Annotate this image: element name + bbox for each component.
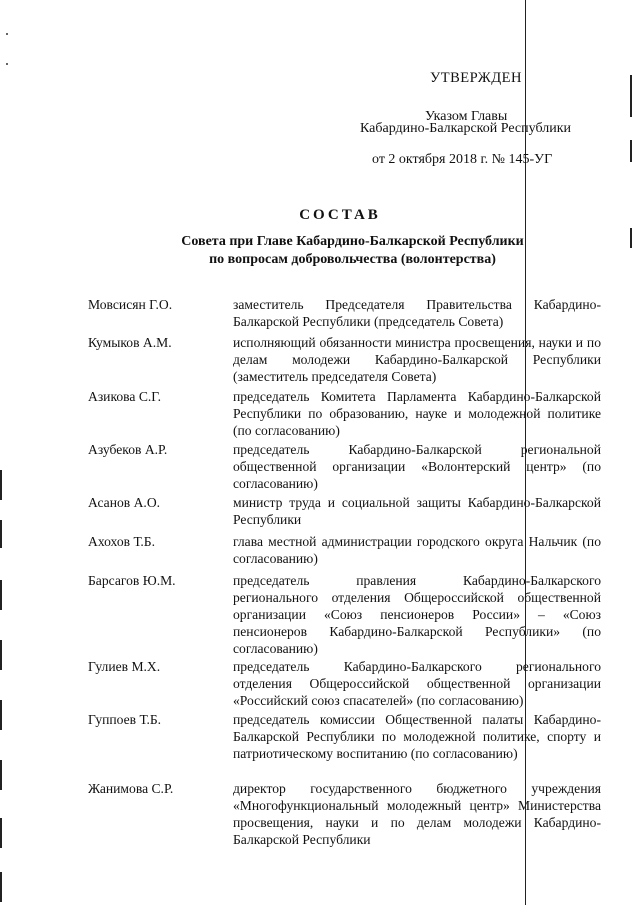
- member-name: Гуппоев Т.Б.: [88, 712, 162, 727]
- member-name: Гулиев М.Х.: [88, 659, 161, 674]
- document-title: СОСТАВ: [299, 207, 381, 223]
- subtitle-line: Совета при Главе Кабардино-Балкарской Республики: [181, 234, 524, 249]
- member-role: директор государственного бюджетного учреждения «Многофункциональный молодежный центр» Министерства просвещения, науки и по делам молодежи Кабардино-Балкарской Республики: [233, 781, 601, 847]
- scan-edge-mark: [630, 228, 632, 248]
- member-role: председатель комиссии Общественной палаты Кабардино-Балкарской Республики по молодежной политике, спорту и патриотическому воспитанию (по согласованию): [233, 712, 601, 761]
- scan-edge-mark: [0, 700, 2, 730]
- member-role: министр труда и социальной защиты Кабардино-Балкарской Республики: [233, 495, 601, 527]
- scan-edge-mark: [630, 75, 632, 117]
- member-name: Ахохов Т.Б.: [88, 534, 155, 549]
- scan-edge-mark: [0, 760, 2, 790]
- scan-edge-mark: [0, 580, 2, 610]
- decree-date-number: от 2 октября 2018 г. № 145-УГ: [372, 152, 553, 167]
- member-role: председатель Комитета Парламента Кабардино-Балкарской Республики по образованию, науке и молодежной политике (по согласованию): [233, 389, 601, 438]
- document-subtitle: [150, 233, 555, 269]
- member-name: Барсагов Ю.М.: [88, 573, 176, 588]
- member-name: Мовсисян Г.О.: [88, 297, 173, 312]
- member-role: заместитель Председателя Правительства Кабардино-Балкарской Республики (председатель Совета): [233, 297, 601, 329]
- scan-edge-mark: [0, 872, 2, 902]
- scan-edge-mark: [0, 470, 2, 500]
- member-name: Азикова С.Г.: [88, 389, 162, 404]
- scan-edge-mark: [630, 140, 632, 162]
- scan-edge-mark: [0, 520, 2, 548]
- scan-speck: [6, 63, 8, 65]
- decree-label: Указом Главы: [425, 109, 508, 124]
- member-role: председатель правления Кабардино-Балкарского регионального отделения Общероссийской общественной организации «Союз пенсионеров России» – «Союз пенсионеров Кабардино-Балкарской Республики» (по согласованию): [233, 573, 601, 656]
- subtitle-line: по вопросам добровольчества (волонтерства): [209, 252, 496, 267]
- member-name: Асанов А.О.: [88, 495, 161, 510]
- scan-speck: [6, 33, 8, 35]
- member-role: глава местной администрации городского округа Нальчик (по согласованию): [233, 534, 601, 566]
- republic-label: Кабардино-Балкарской Республики: [360, 121, 571, 136]
- scan-edge-mark: [0, 818, 2, 848]
- approved-stamp-text: УТВЕРЖДЕН: [430, 70, 522, 86]
- member-name: Азубеков А.Р.: [88, 442, 168, 457]
- member-name: Кумыков А.М.: [88, 335, 172, 350]
- member-name: Жанимова С.Р.: [88, 781, 174, 796]
- member-role: председатель Кабардино-Балкарской региональной общественной организации «Волонтерский центр» (по согласованию): [233, 442, 601, 491]
- member-role: исполняющий обязанности министра просвещения, науки и по делам молодежи Кабардино-Балкарской Республики (заместитель председателя Совета): [233, 335, 601, 384]
- scan-edge-mark: [0, 640, 2, 670]
- member-role: председатель Кабардино-Балкарского регионального отделения Общероссийской общественной организации «Российский союз спасателей» (по согласованию): [233, 659, 601, 708]
